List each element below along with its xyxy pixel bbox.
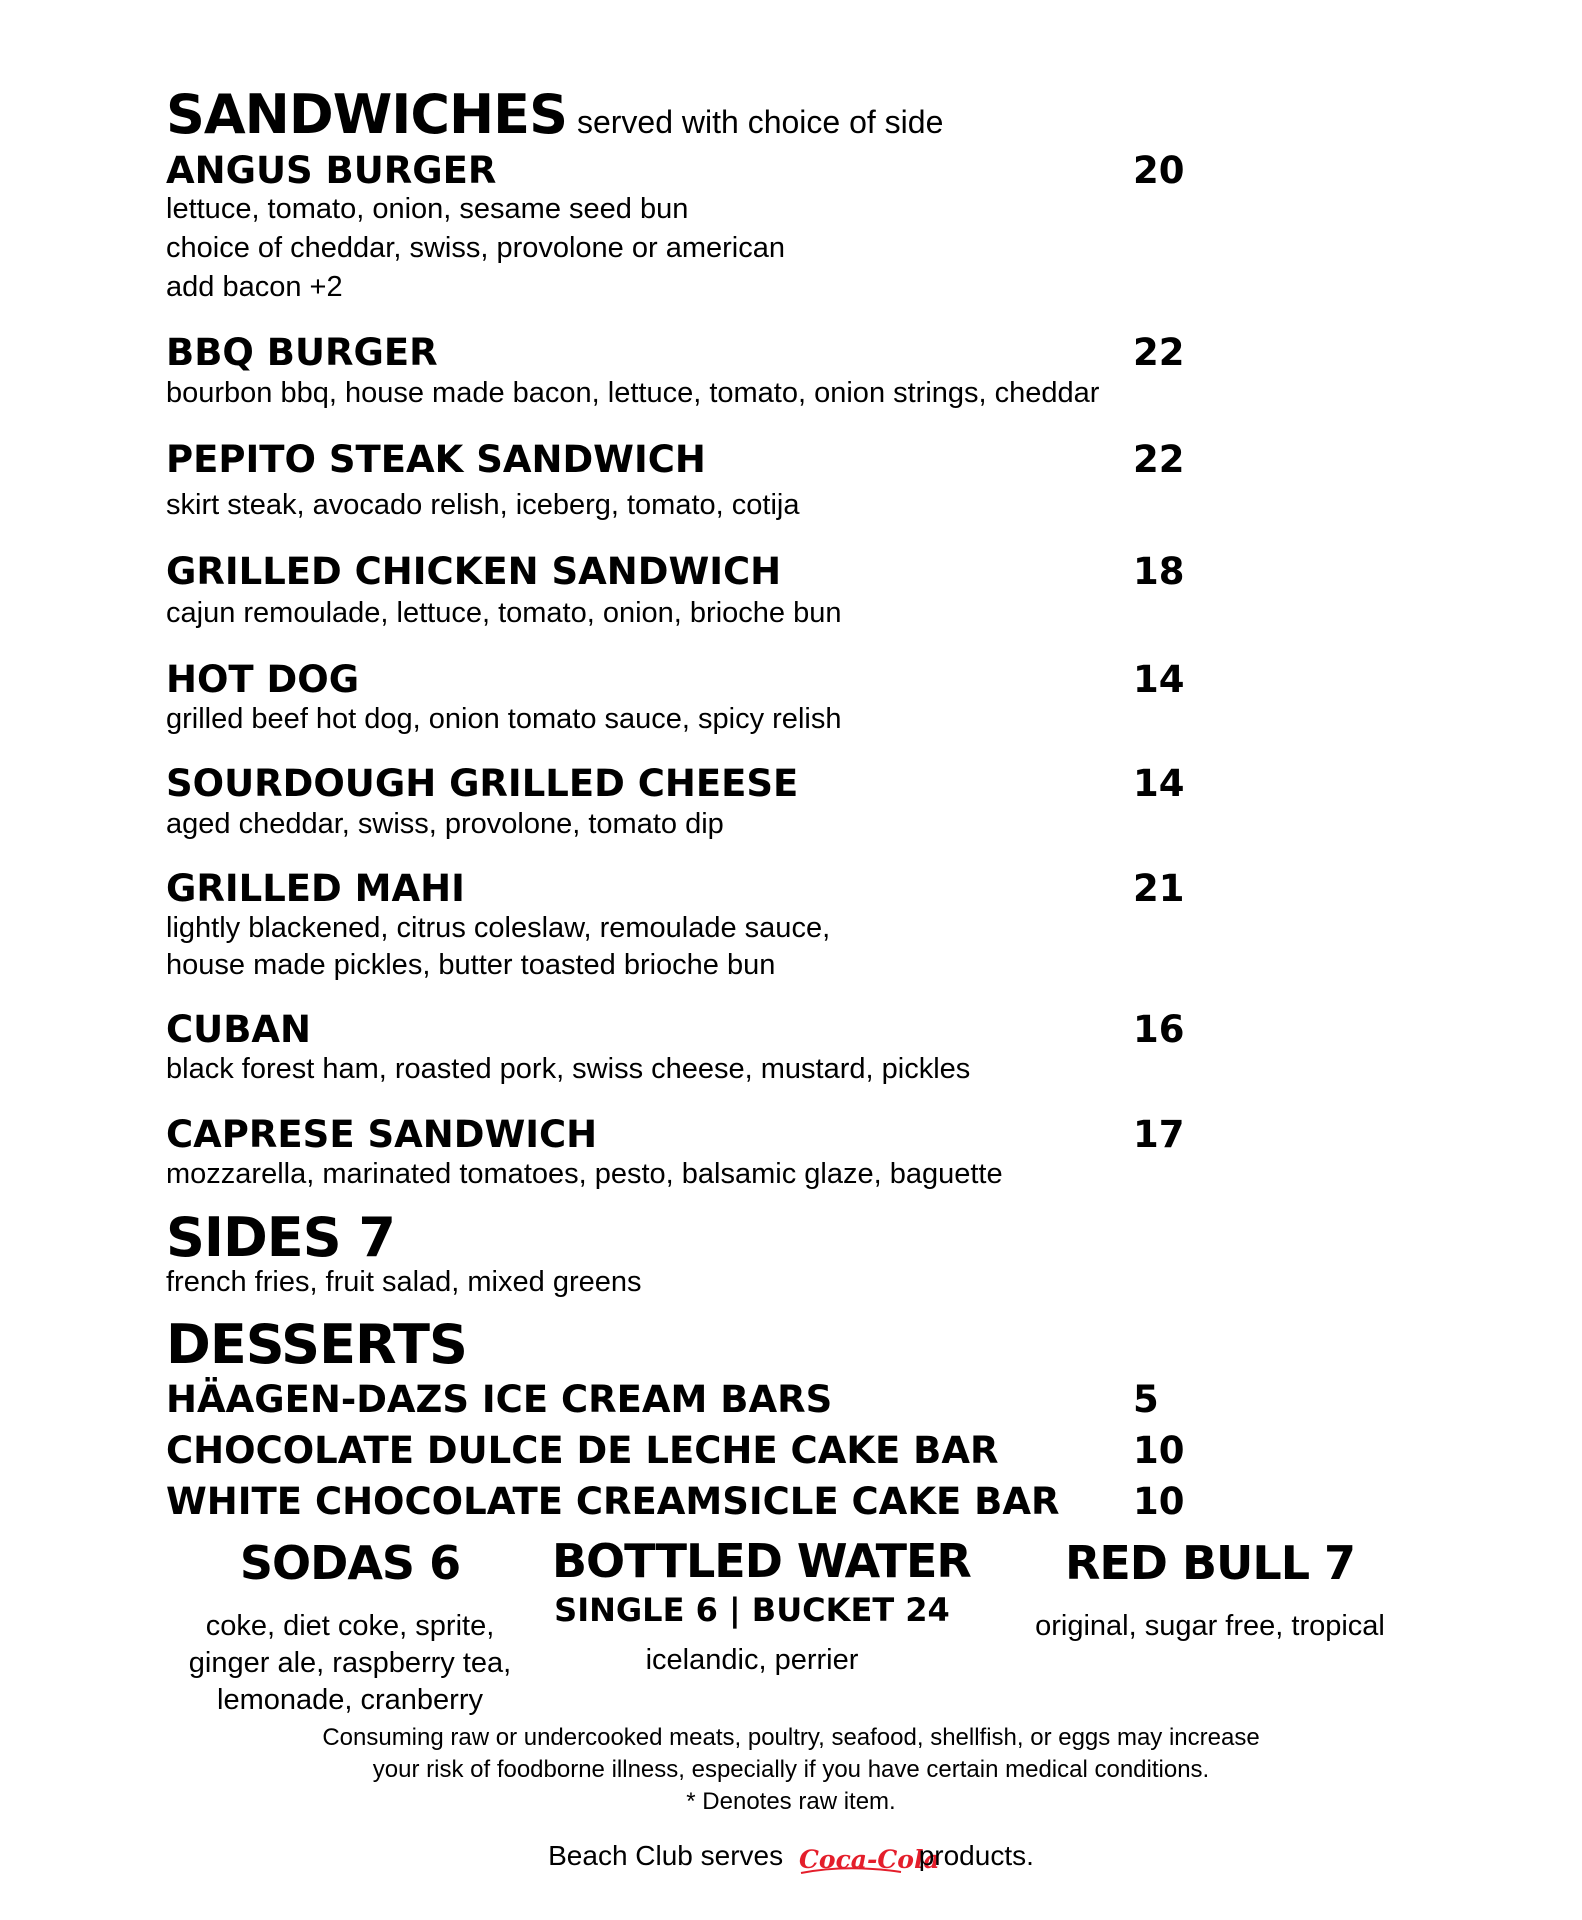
desc-line: house made pickles, butter toasted brioche bun bbox=[166, 949, 776, 981]
item-desc-grilled-cheese bbox=[166, 805, 724, 844]
red-bull-desc bbox=[1010, 1608, 1410, 1645]
item-price-cuban: 16 bbox=[1133, 1008, 1185, 1051]
item-name-pepito-steak: PEPITO STEAK SANDWICH bbox=[166, 438, 706, 481]
serves-suffix: products. bbox=[918, 1840, 1034, 1871]
sodas-title: SODAS 6 bbox=[239, 1536, 461, 1590]
item-desc-angus-burger bbox=[166, 190, 785, 307]
food-safety-disclaimer bbox=[0, 1722, 1582, 1818]
desc-line: lightly blackened, citrus coleslaw, remoulade sauce, bbox=[166, 912, 831, 944]
item-name-bbq-burger: BBQ BURGER bbox=[166, 331, 438, 374]
item-desc-hot-dog bbox=[166, 700, 841, 739]
bottled-water-block bbox=[552, 1534, 971, 1679]
dessert-name-dulce-de-leche: CHOCOLATE DULCE DE LECHE CAKE BAR bbox=[166, 1429, 999, 1472]
svg-text:Coca-Cola: Coca-Cola bbox=[798, 1844, 940, 1874]
desc-line: cajun remoulade, lettuce, tomato, onion, brioche bun bbox=[166, 597, 842, 629]
desc-line: mozzarella, marinated tomatoes, pesto, balsamic glaze, baguette bbox=[166, 1158, 1003, 1190]
desc-line: coke, diet coke, sprite, bbox=[205, 1610, 495, 1642]
item-desc-bbq-burger bbox=[166, 374, 1099, 413]
desc-line: lemonade, cranberry bbox=[217, 1684, 483, 1716]
desc-line: choice of cheddar, swiss, provolone or american bbox=[166, 232, 785, 264]
dessert-price-haagen-dazs: 5 bbox=[1133, 1378, 1159, 1421]
bottled-water-sizes: SINGLE 6 | BUCKET 24 bbox=[554, 1591, 950, 1629]
item-desc-grilled-mahi bbox=[166, 910, 830, 984]
item-price-pepito-steak: 22 bbox=[1133, 438, 1185, 481]
desc-line: grilled beef hot dog, onion tomato sauce, spicy relish bbox=[166, 703, 842, 735]
desc-line: original, sugar free, tropical bbox=[1035, 1610, 1385, 1642]
disclaimer-line: Consuming raw or undercooked meats, poultry, seafood, shellfish, or eggs may increase bbox=[322, 1724, 1260, 1751]
desserts-title: DESSERTS bbox=[166, 1313, 467, 1376]
item-price-hot-dog: 14 bbox=[1133, 658, 1185, 701]
item-price-grilled-mahi: 21 bbox=[1133, 867, 1185, 910]
desc-line: add bacon +2 bbox=[166, 271, 343, 303]
item-price-grilled-cheese: 14 bbox=[1133, 762, 1185, 805]
item-name-grilled-chicken: GRILLED CHICKEN SANDWICH bbox=[166, 550, 782, 593]
red-bull-block bbox=[1010, 1536, 1410, 1645]
item-desc-pepito-steak bbox=[166, 486, 799, 525]
sodas-block bbox=[180, 1536, 520, 1719]
disclaimer-line: * Denotes raw item. bbox=[686, 1788, 896, 1815]
item-price-bbq-burger: 22 bbox=[1133, 331, 1185, 374]
sodas-desc bbox=[180, 1608, 520, 1719]
desc-line: lettuce, tomato, onion, sesame seed bun bbox=[166, 193, 689, 225]
desc-line: aged cheddar, swiss, provolone, tomato dip bbox=[166, 808, 724, 840]
item-desc-caprese bbox=[166, 1155, 1003, 1194]
item-name-angus-burger: ANGUS BURGER bbox=[166, 149, 497, 192]
desc-line: bourbon bbq, house made bacon, lettuce, tomato, onion strings, cheddar bbox=[166, 377, 1100, 409]
desc-line: skirt steak, avocado relish, iceberg, tomato, cotija bbox=[166, 489, 800, 521]
item-name-grilled-mahi: GRILLED MAHI bbox=[166, 867, 465, 910]
item-price-grilled-chicken: 18 bbox=[1133, 550, 1185, 593]
item-name-hot-dog: HOT DOG bbox=[166, 658, 360, 701]
item-desc-grilled-chicken bbox=[166, 594, 841, 633]
bottled-water-desc bbox=[552, 1642, 952, 1679]
sides-desc: french fries, fruit salad, mixed greens bbox=[166, 1266, 642, 1298]
sides-title: SIDES 7 bbox=[166, 1206, 395, 1269]
dessert-name-haagen-dazs: HÄAGEN-DAZS ICE CREAM BARS bbox=[166, 1378, 833, 1421]
sandwiches-heading bbox=[166, 83, 944, 146]
item-desc-cuban bbox=[166, 1050, 970, 1089]
desc-line: ginger ale, raspberry tea, bbox=[188, 1647, 512, 1679]
coca-cola-logo-icon bbox=[797, 1838, 940, 1878]
serves-prefix: Beach Club serves bbox=[548, 1840, 784, 1871]
coca-cola-statement bbox=[0, 1836, 1582, 1878]
dessert-price-dulce-de-leche: 10 bbox=[1133, 1429, 1185, 1472]
sandwiches-title: SANDWICHES bbox=[166, 83, 567, 146]
item-name-cuban: CUBAN bbox=[166, 1008, 312, 1051]
item-price-angus-burger: 20 bbox=[1133, 149, 1185, 192]
bottled-water-title: BOTTLED WATER bbox=[552, 1534, 971, 1588]
sandwiches-note: served with choice of side bbox=[576, 104, 944, 140]
disclaimer-line: your risk of foodborne illness, especially if you have certain medical conditions. bbox=[372, 1756, 1210, 1783]
desc-line: black forest ham, roasted pork, swiss cheese, mustard, pickles bbox=[166, 1053, 971, 1085]
item-name-caprese: CAPRESE SANDWICH bbox=[166, 1113, 598, 1156]
dessert-price-creamsicle: 10 bbox=[1133, 1480, 1185, 1523]
item-price-caprese: 17 bbox=[1133, 1113, 1185, 1156]
desc-line: icelandic, perrier bbox=[645, 1644, 859, 1676]
dessert-name-creamsicle: WHITE CHOCOLATE CREAMSICLE CAKE BAR bbox=[166, 1480, 1060, 1523]
red-bull-title: RED BULL 7 bbox=[1064, 1536, 1356, 1590]
item-name-grilled-cheese: SOURDOUGH GRILLED CHEESE bbox=[166, 762, 799, 805]
